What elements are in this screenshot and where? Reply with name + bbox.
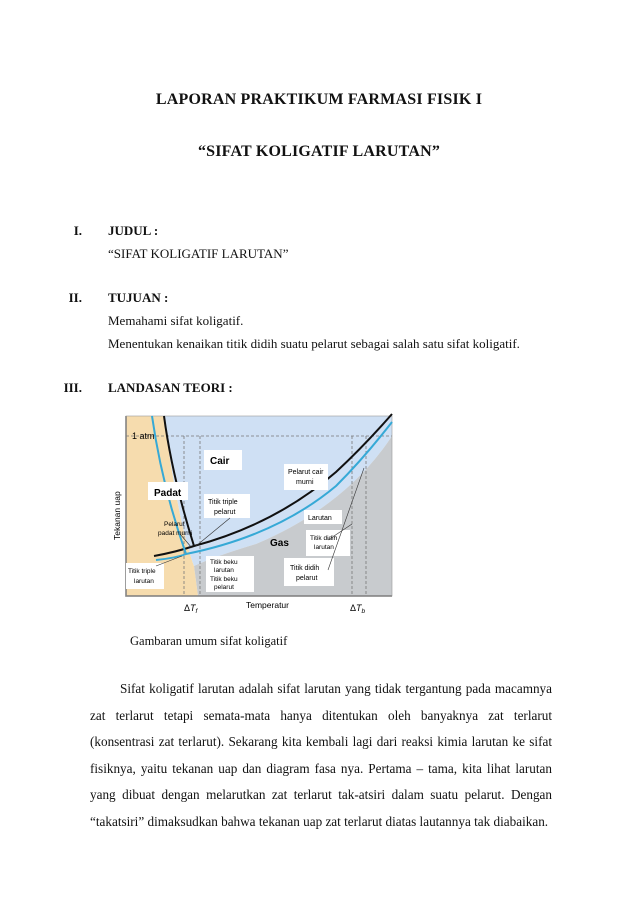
section-line: Menentukan kenaikan titik didih suatu pelarut sebagai salah satu sifat koligatif. <box>108 336 520 351</box>
label-pelarut-cair: Pelarut cair <box>288 469 324 476</box>
section-number: II. <box>68 290 82 305</box>
label-titik-didih-pelarut: Titik didih <box>290 565 320 572</box>
x-axis-label: Temperatur <box>246 600 289 610</box>
section-heading: TUJUAN : <box>108 290 169 305</box>
label-titik-didih-larutan-2: larutan <box>314 544 334 551</box>
label-titik-beku-pelarut-2: pelarut <box>214 584 234 591</box>
label-titik-didih-pelarut-2: pelarut <box>296 575 318 582</box>
label-titik-beku-larutan-2: larutan <box>214 567 234 574</box>
label-pelarut-cair-murni: murni <box>296 479 314 486</box>
label-titik-triple-pelarut: Titik triple <box>208 499 238 506</box>
phase-diagram <box>96 406 412 620</box>
label-pelarut-padat-murni: padat murni <box>158 530 193 537</box>
label-titik-beku-larutan: Titik beku <box>210 559 238 566</box>
section-heading: JUDUL : <box>108 223 159 238</box>
label-titik-triple-larutan: Titik triple <box>128 568 156 575</box>
section-number: I. <box>73 223 82 238</box>
label-1-atm: 1 atm <box>132 431 155 441</box>
y-axis-label: Tekanan uap <box>112 491 122 540</box>
section-line: Memahami sifat koligatif. <box>108 313 244 328</box>
figure-caption: Gambaran umum sifat koligatif <box>130 634 288 648</box>
section-number: III. <box>63 380 82 395</box>
document-title: LAPORAN PRAKTIKUM FARMASI FISIK I <box>155 91 483 108</box>
label-larutan: Larutan <box>308 515 332 522</box>
label-titik-triple-pelarut-2: pelarut <box>214 509 236 516</box>
paragraph-text: Sifat koligatif larutan adalah sifat larutan yang tidak tergantung pada macamnya zat terlarut tetapi semata-mata hanya ditentukan oleh banyaknya zat terlarut (konsentrasi zat terlarut). Sekarang kita kembali lagi dari reaksi kimia larutan ke sifat fisiknya, yaitu tekanan uap dan diagram fasa nya. Pertama – tama, kita lihat larutan yang dibuat dengan melarutkan zat terlarut tak-atsiri dalam suatu pelarut. Dengan “takatsiri” dimaksudkan bahwa tekanan uap zat terlarut diatas lautannya tak diabaikan. <box>90 681 552 829</box>
label-titik-didih-larutan: Titik didih <box>310 535 338 542</box>
label-padat: Padat <box>154 488 182 499</box>
body-paragraph <box>90 676 552 835</box>
label-gas: Gas <box>270 538 289 549</box>
section-line: “SIFAT KOLIGATIF LARUTAN” <box>108 246 289 261</box>
label-titik-beku-pelarut: Titik beku <box>210 576 238 583</box>
delta-tf-label: $\Delta T_f$ <box>184 603 198 615</box>
delta-tb-label: $\Delta T_b$ <box>350 603 366 615</box>
document-subtitle: “SIFAT KOLIGATIF LARUTAN” <box>197 143 441 160</box>
label-pelarut-padat: Pelarut <box>164 521 185 528</box>
label-titik-triple-larutan-2: larutan <box>134 578 154 585</box>
section-heading: LANDASAN TEORI : <box>108 380 233 395</box>
label-cair: Cair <box>210 456 230 467</box>
